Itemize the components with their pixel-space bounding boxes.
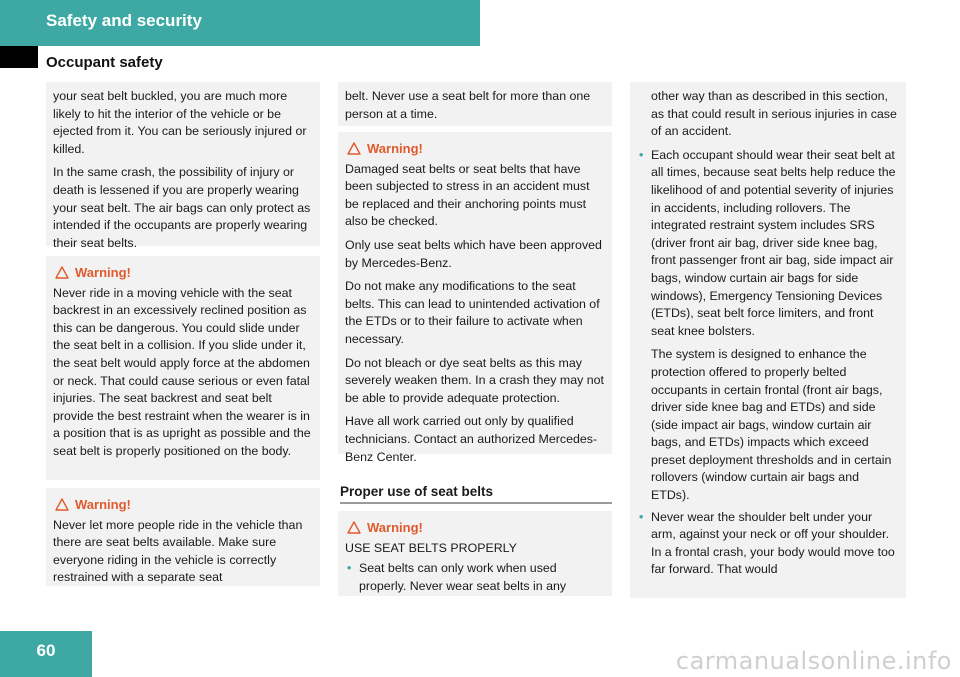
chapter-title: Safety and security — [46, 11, 202, 30]
list-item: • Seat belts can only work when used properly. Never wear seat belts in any — [347, 561, 567, 593]
list-item: • Never wear the shoulder belt under your arm, against your neck or off your shoulder. In a frontal crash, your body would move too far forward. That would — [639, 509, 895, 577]
warning-box — [338, 132, 612, 464]
bullet-list — [345, 560, 605, 595]
warning-header — [347, 519, 605, 537]
paragraph: Do not bleach or dye seat belts as this may severely weaken them. In a crash they may not be able to provide adequate protection. — [345, 355, 604, 405]
warning-header — [347, 140, 605, 158]
warning-box — [46, 256, 320, 480]
paragraph: your seat belt buckled, you are much more likely to hit the interior of the vehicle or be ejected from it. You can be seriously injured or killed. — [53, 89, 307, 156]
paragraph: belt. Never use a seat belt for more than one person at a time. — [345, 89, 591, 121]
bullet-icon: • — [639, 147, 644, 162]
warning-box — [338, 511, 612, 596]
bullet-icon: • — [639, 509, 644, 524]
paragraph: Do not make any modifications to the seat belts. This can lead to unintended activation of the ETDs or to their failure to activate when necessary. — [345, 279, 600, 346]
warning-box — [46, 488, 320, 586]
warning-text: Never ride in a moving vehicle with the seat backrest in an excessively reclined position as this can be dangerous. You could slide under the seat belt in a collision. If you slide under it, the seat belt would apply force at the abdomen or neck. That could cause serious or even fatal injuries. The seat backrest and seat belt provide the best restraint when the wearer is in a position that is as upright as possible and the seat belt is properly positioned on the body. — [53, 285, 311, 458]
paragraph: Damaged seat belts or seat belts that have been subjected to stress in an accident must be replaced and their anchoring points must also be checked. — [345, 161, 590, 229]
list-item: • Each occupant should wear their seat belt at all times, because seat belts help reduce the likelihood of and potential severity of injuries in accidents, including rollovers. The integrated restraint system includes SRS (driver front air bag, driver side knee bag, front passenger front air bag, side impact air bags, window curtain air bags for side windows), Emergency Tensioning Devices (ETDs), seat belt force limiters, and front seat knee bolsters. The system is designed to enhance the protection offered to properly belted occupants in certain frontal (front air bags, driver side knee bag and ETDs) and side (side impact air bags, window curtain air bags, and ETDs) impacts which exceed preset deployment thresholds and in certain rollovers (window curtain air bags and ETDs). — [637, 147, 899, 505]
warning-triangle-icon — [347, 521, 361, 534]
paragraph: The system is designed to enhance the protection offered to properly belted occupants in certain frontal (front air bags, driver side knee bag and ETDs) and side (side impact air bags, window curtain air bags, and ETDs) impacts which exceed preset deployment thresholds and in certain rollovers (window curtain air bags and ETDs). — [651, 347, 892, 503]
paragraph: Have all work carried out only by qualified technicians. Contact an authorized Mercedes-Benz Center. — [345, 414, 598, 464]
bullet-icon: • — [347, 561, 352, 576]
paragraph: In the same crash, the possibility of injury or death is lessened if you are properly wearing your seat belt. The air bags can only protect as intended if the occupants are properly wearing their seat belts. — [53, 165, 311, 250]
warning-triangle-icon — [347, 142, 361, 155]
warning-title: Warning! — [367, 520, 423, 535]
warning-title: Warning! — [367, 141, 423, 156]
bullet-list — [637, 147, 899, 579]
page-number: 60 — [36, 641, 56, 660]
subsection-heading: Proper use of seat belts — [340, 484, 612, 504]
warning-triangle-icon — [55, 498, 69, 511]
corner-marker — [0, 46, 38, 68]
text-box-col2 — [338, 82, 612, 126]
warning-triangle-icon — [55, 266, 69, 279]
watermark: carmanualsonline.info — [675, 647, 952, 675]
warning-title: Warning! — [75, 497, 131, 512]
warning-text: Never let more people ride in the vehicle than there are seat belts available. Make sure everyone riding in the vehicle is correctly restrained with a separate seat — [53, 517, 303, 585]
warning-title: Warning! — [75, 265, 131, 280]
text-box-col1 — [46, 82, 320, 250]
warning-intro: USE SEAT BELTS PROPERLY — [345, 540, 517, 555]
paragraph: Only use seat belts which have been approved by Mercedes-Benz. — [345, 237, 602, 270]
section-title: Occupant safety — [46, 54, 163, 71]
paragraph: other way than as described in this section, as that could result in serious injuries in case of an accident. — [651, 89, 897, 139]
text-box-col3 — [630, 82, 906, 598]
warning-header — [55, 496, 313, 514]
warning-header — [55, 264, 313, 282]
